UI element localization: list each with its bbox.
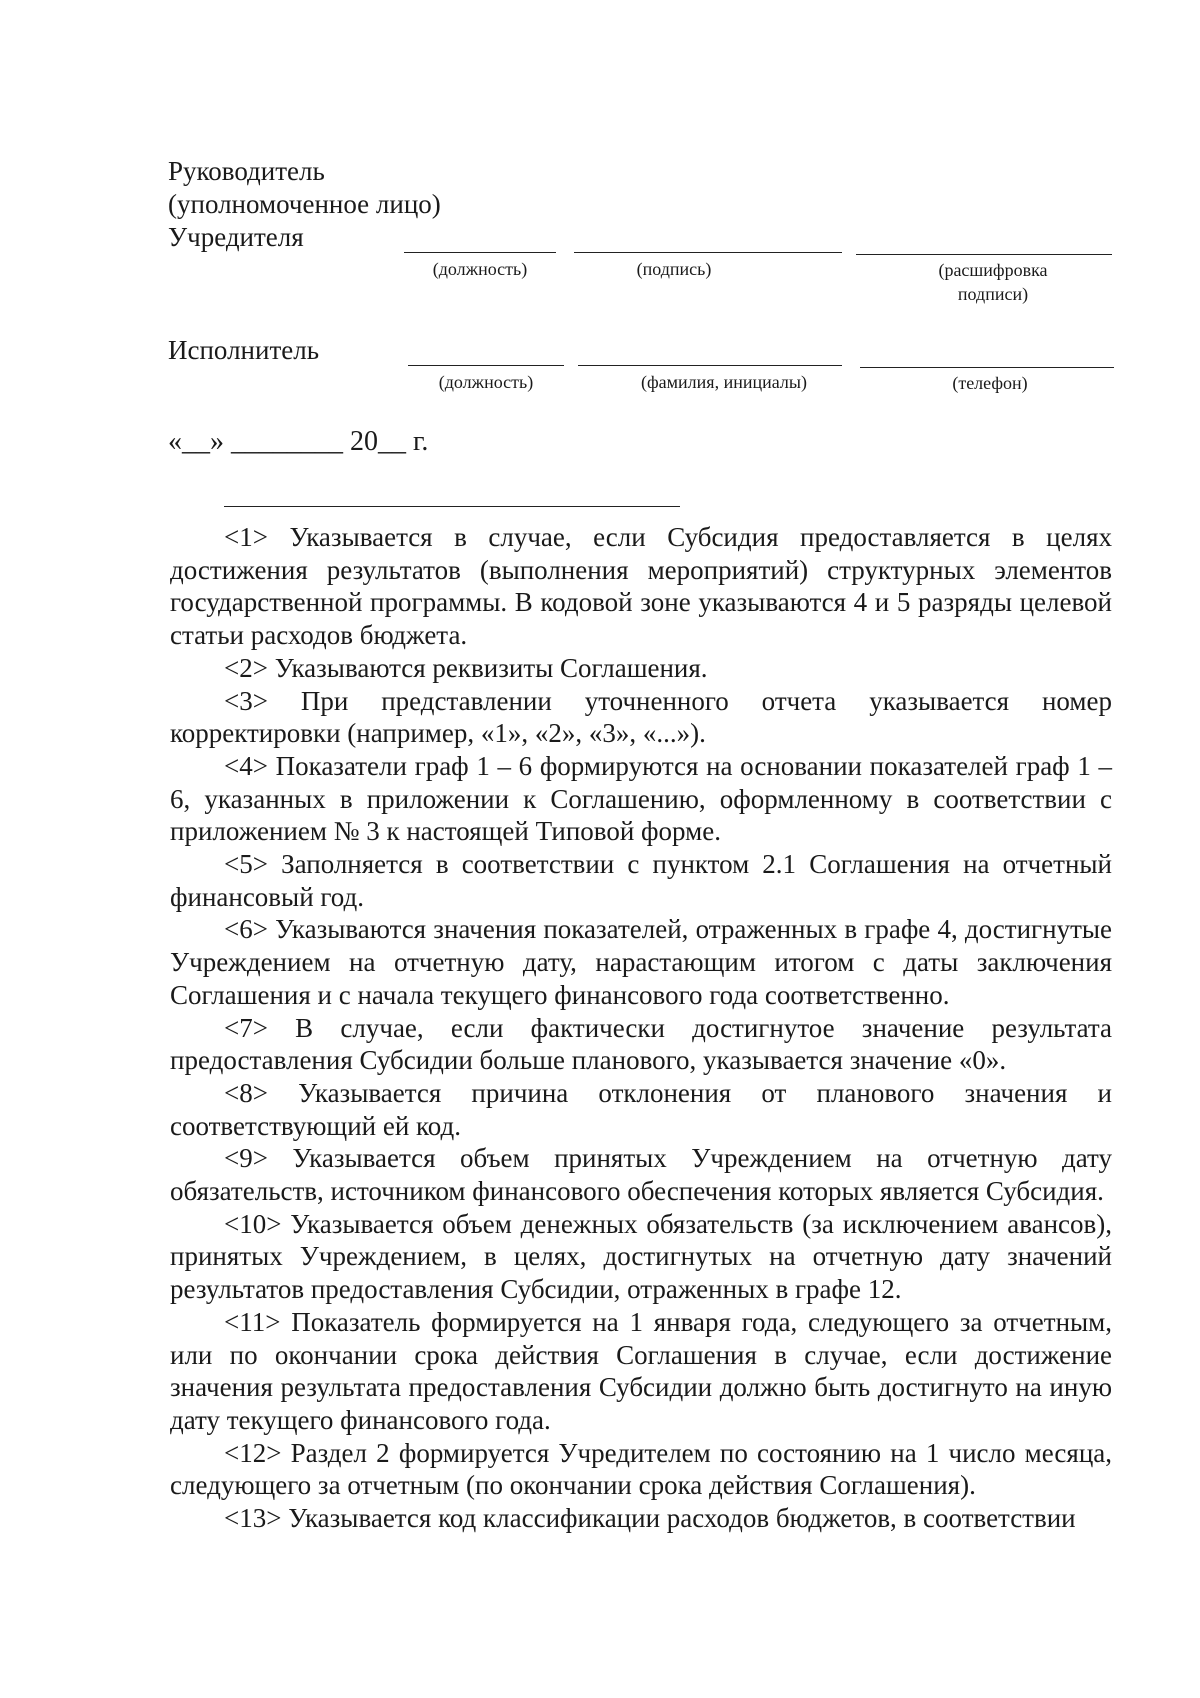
footnote-1: <1> Указывается в случае, если Субсидия предоставляется в целях достижения результатов (выполнения мероприятий) структурных элементов государственной программы. В кодовой зоне указываются 4 и 5 разряды целевой статьи расходов бюджета. [170, 522, 1112, 651]
head-label-line-1: Руководитель [168, 156, 325, 186]
head-decoding-caption [900, 258, 1086, 306]
executor-name-caption: (фамилия, инициалы) [641, 372, 807, 392]
footnote-3: <3> При представлении уточненного отчета указывается номер корректировки (например, «1», «2», «3», «...»). [170, 685, 1112, 749]
executor-label: Исполнитель [168, 335, 320, 365]
footnote-separator [224, 506, 680, 507]
footnote-9: <9> Указывается объем принятых Учреждением на отчетную дату обязательств, источником финансового обеспечения которых является Субсидия. [170, 1143, 1112, 1207]
footnote-8: <8> Указывается причина отклонения от планового значения и соответствующий ей код. [170, 1077, 1112, 1141]
head-decoding-line [856, 254, 1112, 255]
footnote-11: <11> Показатель формируется на 1 января года, следующего за отчетным, или по окончании срока действия Соглашения в случае, если достижение значения результата предоставления Субсидии должно быть достигнуто на иную дату текущего финансового года. [170, 1306, 1112, 1435]
footnotes [170, 521, 1112, 1535]
footnote-7: <7> В случае, если фактически достигнутое значение результата предоставления Субсидии больше планового, указывается значение «0». [170, 1012, 1112, 1076]
head-decoding-caption-line-1: (расшифровка [938, 260, 1048, 280]
footnote-2: <2> Указываются реквизиты Соглашения. [224, 652, 708, 683]
head-signature-caption: (подпись) [636, 259, 712, 279]
head-position-line [404, 252, 556, 253]
head-label-line-2: (уполномоченное лицо) [168, 189, 441, 219]
executor-position-caption: (должность) [438, 372, 534, 392]
head-signature-line [574, 252, 842, 253]
footnote-10: <10> Указывается объем денежных обязательств (за исключением авансов), принятых Учреждением, в целях, достигнутых на отчетную дату значений результатов предоставления Субсидии, отраженных в графе 12. [170, 1208, 1112, 1305]
footnote-13: <13> Указывается код классификации расходов бюджетов, в соответствии [224, 1503, 1076, 1534]
footnote-12: <12> Раздел 2 формируется Учредителем по состоянию на 1 число месяца, следующего за отчетным (по окончании срока действия Соглашения). [170, 1437, 1112, 1501]
head-label-line-3: Учредителя [168, 222, 304, 252]
head-decoding-caption-line-2: подписи) [957, 284, 1029, 304]
footnote-6: <6> Указываются значения показателей, отраженных в графе 4, достигнутые Учреждением на отчетную дату, нарастающим итогом с даты заключения Соглашения и с начала текущего финансового года соответственно. [170, 914, 1112, 1010]
date-line: «__» ________ 20__ г. [168, 426, 429, 457]
executor-name-line [578, 365, 842, 366]
executor-phone-caption: (телефон) [952, 373, 1028, 393]
footnote-4: <4> Показатели граф 1 – 6 формируются на основании показателей граф 1 – 6, указанных в приложении к Соглашению, оформленному в соответствии с приложением № 3 к настоящей Типовой форме. [170, 750, 1112, 847]
head-position-caption: (должность) [432, 259, 528, 279]
executor-position-line [408, 365, 564, 366]
footnote-5: <5> Заполняется в соответствии с пунктом 2.1 Соглашения на отчетный финансовый год. [170, 849, 1112, 912]
executor-phone-line [860, 367, 1114, 368]
